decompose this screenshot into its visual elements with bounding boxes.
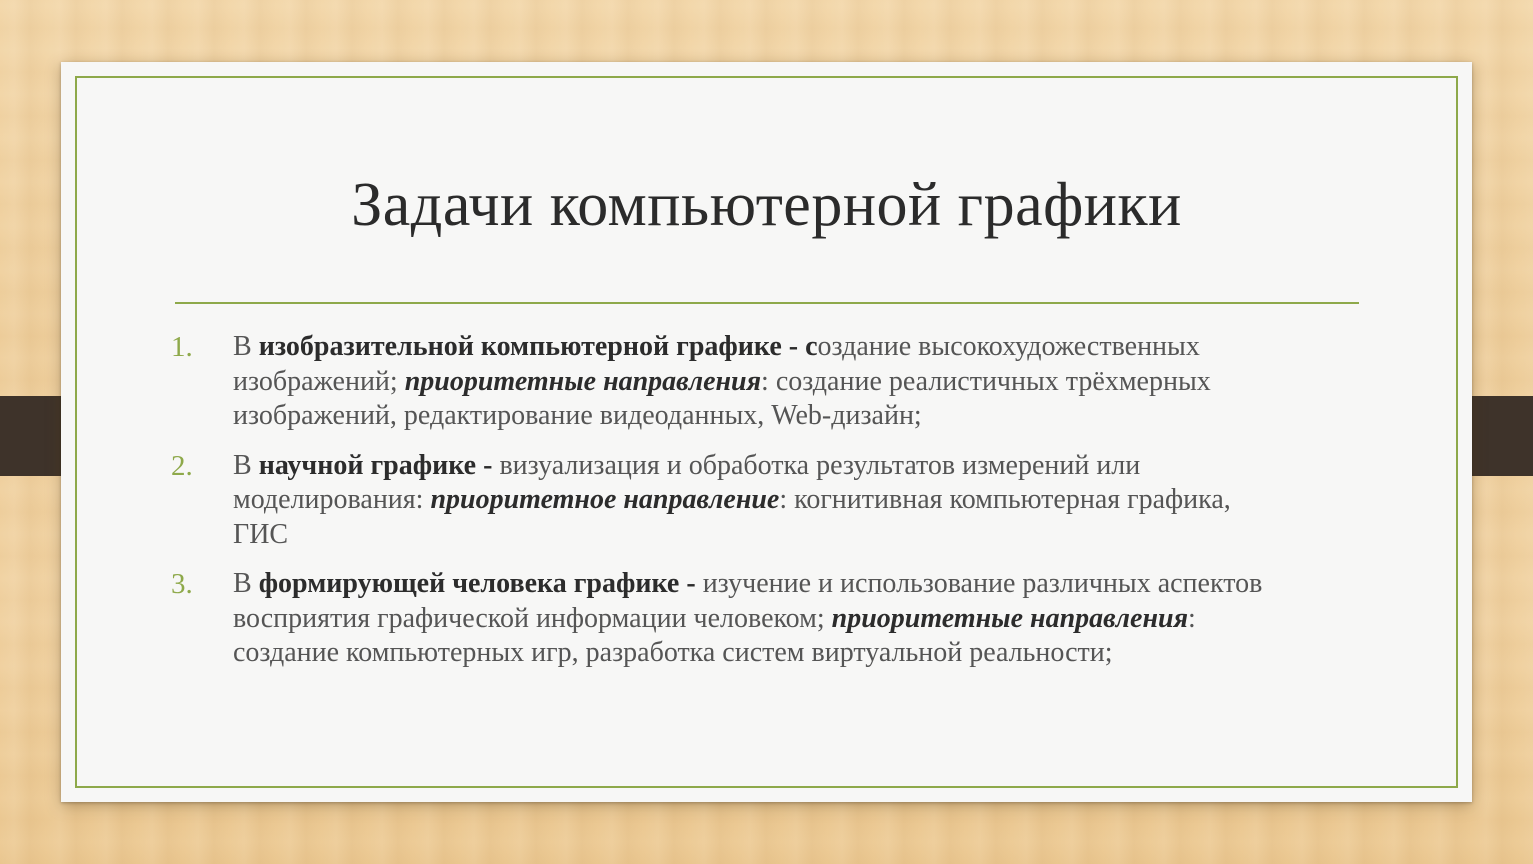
task-list <box>171 330 1291 686</box>
item-lead: В <box>233 331 259 362</box>
item-text <box>233 449 1291 553</box>
slide-title: Задачи компьютерной графики <box>351 171 1182 239</box>
item-text <box>233 567 1291 671</box>
item-emphasis: приоритетное направление <box>430 484 780 515</box>
item-lead: В <box>233 449 259 481</box>
item-body: визуализация и обработка результатов измерений или моделирования: <box>233 449 1141 515</box>
title-divider <box>175 302 1359 304</box>
item-body-tail: : создание реалистичных трёхмерных изображений, редактирование видеоданных, Web-дизайн; <box>233 365 1211 431</box>
list-item <box>171 330 1291 434</box>
item-bold-heading: научной графике - <box>258 449 500 481</box>
item-bold-heading: изобразительной компьютерной графике - с <box>258 331 818 362</box>
item-body: изучение и использование различных аспектов восприятия графической информации человеком; <box>233 568 1263 634</box>
list-item <box>171 567 1291 671</box>
item-body: оздание высокохудожественных изображений; <box>233 331 1200 397</box>
item-emphasis: приоритетные направления <box>404 365 762 397</box>
slide-card <box>61 62 1472 802</box>
item-bold-heading: формирующей человека графике - <box>258 568 703 599</box>
item-emphasis: приоритетные направления <box>831 602 1188 634</box>
list-item <box>171 449 1291 553</box>
item-text <box>233 330 1291 434</box>
item-body-tail: : когнитивная компьютерная графика, ГИС <box>233 484 1231 550</box>
item-lead: В <box>233 568 259 599</box>
item-number: 3. <box>171 568 193 600</box>
item-body-tail: : создание компьютерных игр, разработка систем виртуальной реальности; <box>233 602 1196 668</box>
item-number: 1. <box>171 331 193 363</box>
item-number: 2. <box>171 449 193 482</box>
